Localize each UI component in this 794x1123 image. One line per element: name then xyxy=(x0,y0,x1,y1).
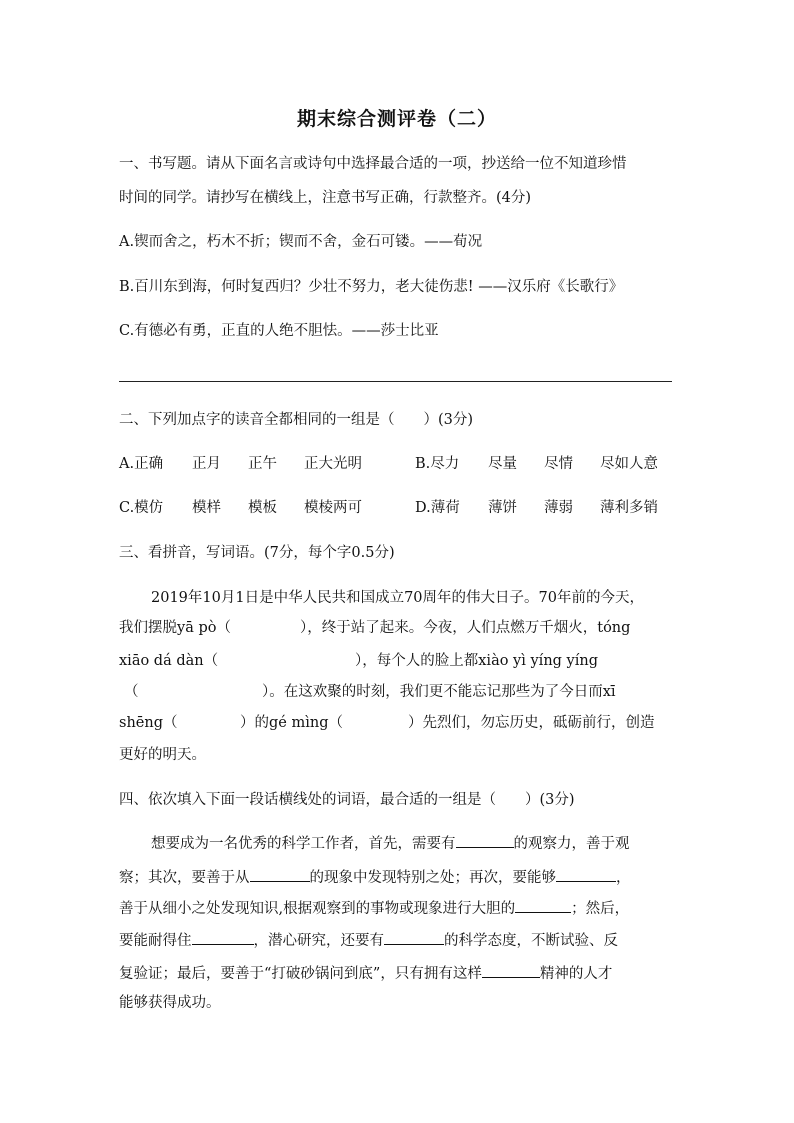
q3-passage-line4-a: （ xyxy=(124,684,139,700)
q3-passage-line2-a: 我们摆脱yā pò（ xyxy=(119,620,231,636)
q4-passage-line4 xyxy=(119,930,618,951)
q2-option-d-1: D.薄荷 xyxy=(415,500,460,516)
q2-option-d-3: 薄弱 xyxy=(544,500,573,516)
page-title: 期末综合测评卷（二） xyxy=(296,108,497,130)
q2-option-a-1: A.正确 xyxy=(119,456,164,472)
q3-passage-line5-a: shēng（ xyxy=(119,715,178,731)
q4-text: 的观察力，善于观 xyxy=(513,836,630,852)
q2-option-c-1: C.模仿 xyxy=(119,500,164,516)
q4-text: 的现象中发现特别之处；再次，要能够 xyxy=(309,870,556,886)
q4-passage-line2 xyxy=(119,867,631,888)
q2-option-c-2: 模样 xyxy=(192,500,221,516)
q4-text: 善于从细小之处发现知识,根据观察到的事物或现象进行大胆的 xyxy=(119,901,516,917)
q4-blank-2[interactable] xyxy=(250,867,310,882)
q1-stem-line1: 一、书写题。请从下面名言或诗句中选择最合适的一项，抄送给一位不知道珍惜 xyxy=(119,156,627,172)
q2-option-d-2: 薄饼 xyxy=(488,500,517,516)
q4-text: 复验证；最后，要善于“打破砂锅问到底”，只有拥有这样 xyxy=(119,966,482,982)
q4-blank-5[interactable] xyxy=(192,930,254,945)
q3-passage-line5-b: ）的gé mìng（ xyxy=(240,715,343,731)
q2-option-b-1: B.尽力 xyxy=(415,456,460,472)
q2-option-a-3: 正午 xyxy=(248,456,277,472)
q4-passage-line5 xyxy=(119,963,612,984)
q4-blank-7[interactable] xyxy=(482,963,540,978)
q2-option-c-4: 模棱两可 xyxy=(304,500,362,516)
q3-passage-line3-a: xiāo dá dàn（ xyxy=(119,653,219,669)
q3-passage-line1: 2019年10月1日是中华人民共和国成立70周年的伟大日子。70年前的今天， xyxy=(151,590,644,606)
q3-passage-line5-c: ）先烈们，勿忘历史，砥砺前行，创造 xyxy=(408,715,655,731)
q4-text: ；然后， xyxy=(571,901,630,917)
q4-text: ， xyxy=(616,870,631,886)
q2-option-a-2: 正月 xyxy=(192,456,221,472)
q2-option-b-3: 尽情 xyxy=(544,456,573,472)
q4-text: 的科学态度，不断试验、反 xyxy=(444,933,618,949)
q1-option-b: B.百川东到海，何时复西归？少壮不努力，老大徒伤悲! ——汉乐府《长歌行》 xyxy=(119,279,624,295)
q4-blank-6[interactable] xyxy=(384,930,444,945)
q4-text: 察；其次，要善于从 xyxy=(119,870,250,886)
q3-passage-line6: 更好的明天。 xyxy=(119,747,206,763)
q4-text: 想要成为一名优秀的科学工作者，首先，需要有 xyxy=(151,836,456,852)
q2-option-b-4: 尽如人意 xyxy=(600,456,658,472)
q4-stem: 四、依次填入下面一段话横线处的词语，最合适的一组是（ ）(3分) xyxy=(119,792,575,808)
q1-answer-line[interactable] xyxy=(119,381,672,382)
q3-passage-line4-b: ）。在这欢聚的时刻，我们更不能忘记那些为了今日而xī xyxy=(262,684,616,700)
q3-passage-line3-b: ），每个人的脸上都xiào yì yíng yíng xyxy=(355,653,598,669)
q2-option-c-3: 模板 xyxy=(248,500,277,516)
q2-option-a-4: 正大光明 xyxy=(304,456,362,472)
q4-passage-line1 xyxy=(151,833,630,854)
q4-passage-line6: 能够获得成功。 xyxy=(119,995,221,1011)
q4-blank-1[interactable] xyxy=(456,833,514,848)
q4-blank-4[interactable] xyxy=(515,898,571,913)
q3-stem: 三、看拼音，写词语。(7分，每个字0.5分) xyxy=(119,545,395,561)
q1-option-c: C.有德必有勇，正直的人绝不胆怯。——莎士比亚 xyxy=(119,323,439,339)
q1-stem-line2: 时间的同学。请抄写在横线上，注意书写正确，行款整齐。(4分) xyxy=(119,190,532,206)
q4-blank-3[interactable] xyxy=(556,867,616,882)
q4-text: 要能耐得住 xyxy=(119,933,192,949)
q2-stem: 二、下列加点字的读音全都相同的一组是（ ）(3分) xyxy=(119,412,474,428)
q4-text: 精神的人才 xyxy=(539,966,613,982)
q4-passage-line3 xyxy=(119,898,629,919)
q2-option-d-4: 薄利多销 xyxy=(600,500,658,516)
q1-option-a: A.锲而舍之，朽木不折；锲而不舍，金石可镂。——荀况 xyxy=(119,234,483,250)
q2-option-b-2: 尽量 xyxy=(488,456,517,472)
q3-passage-line2-b: ），终于站了起来。今夜，人们点燃万千烟火，tóng xyxy=(300,620,631,636)
q4-text: ，潜心研究，还要有 xyxy=(253,933,384,949)
